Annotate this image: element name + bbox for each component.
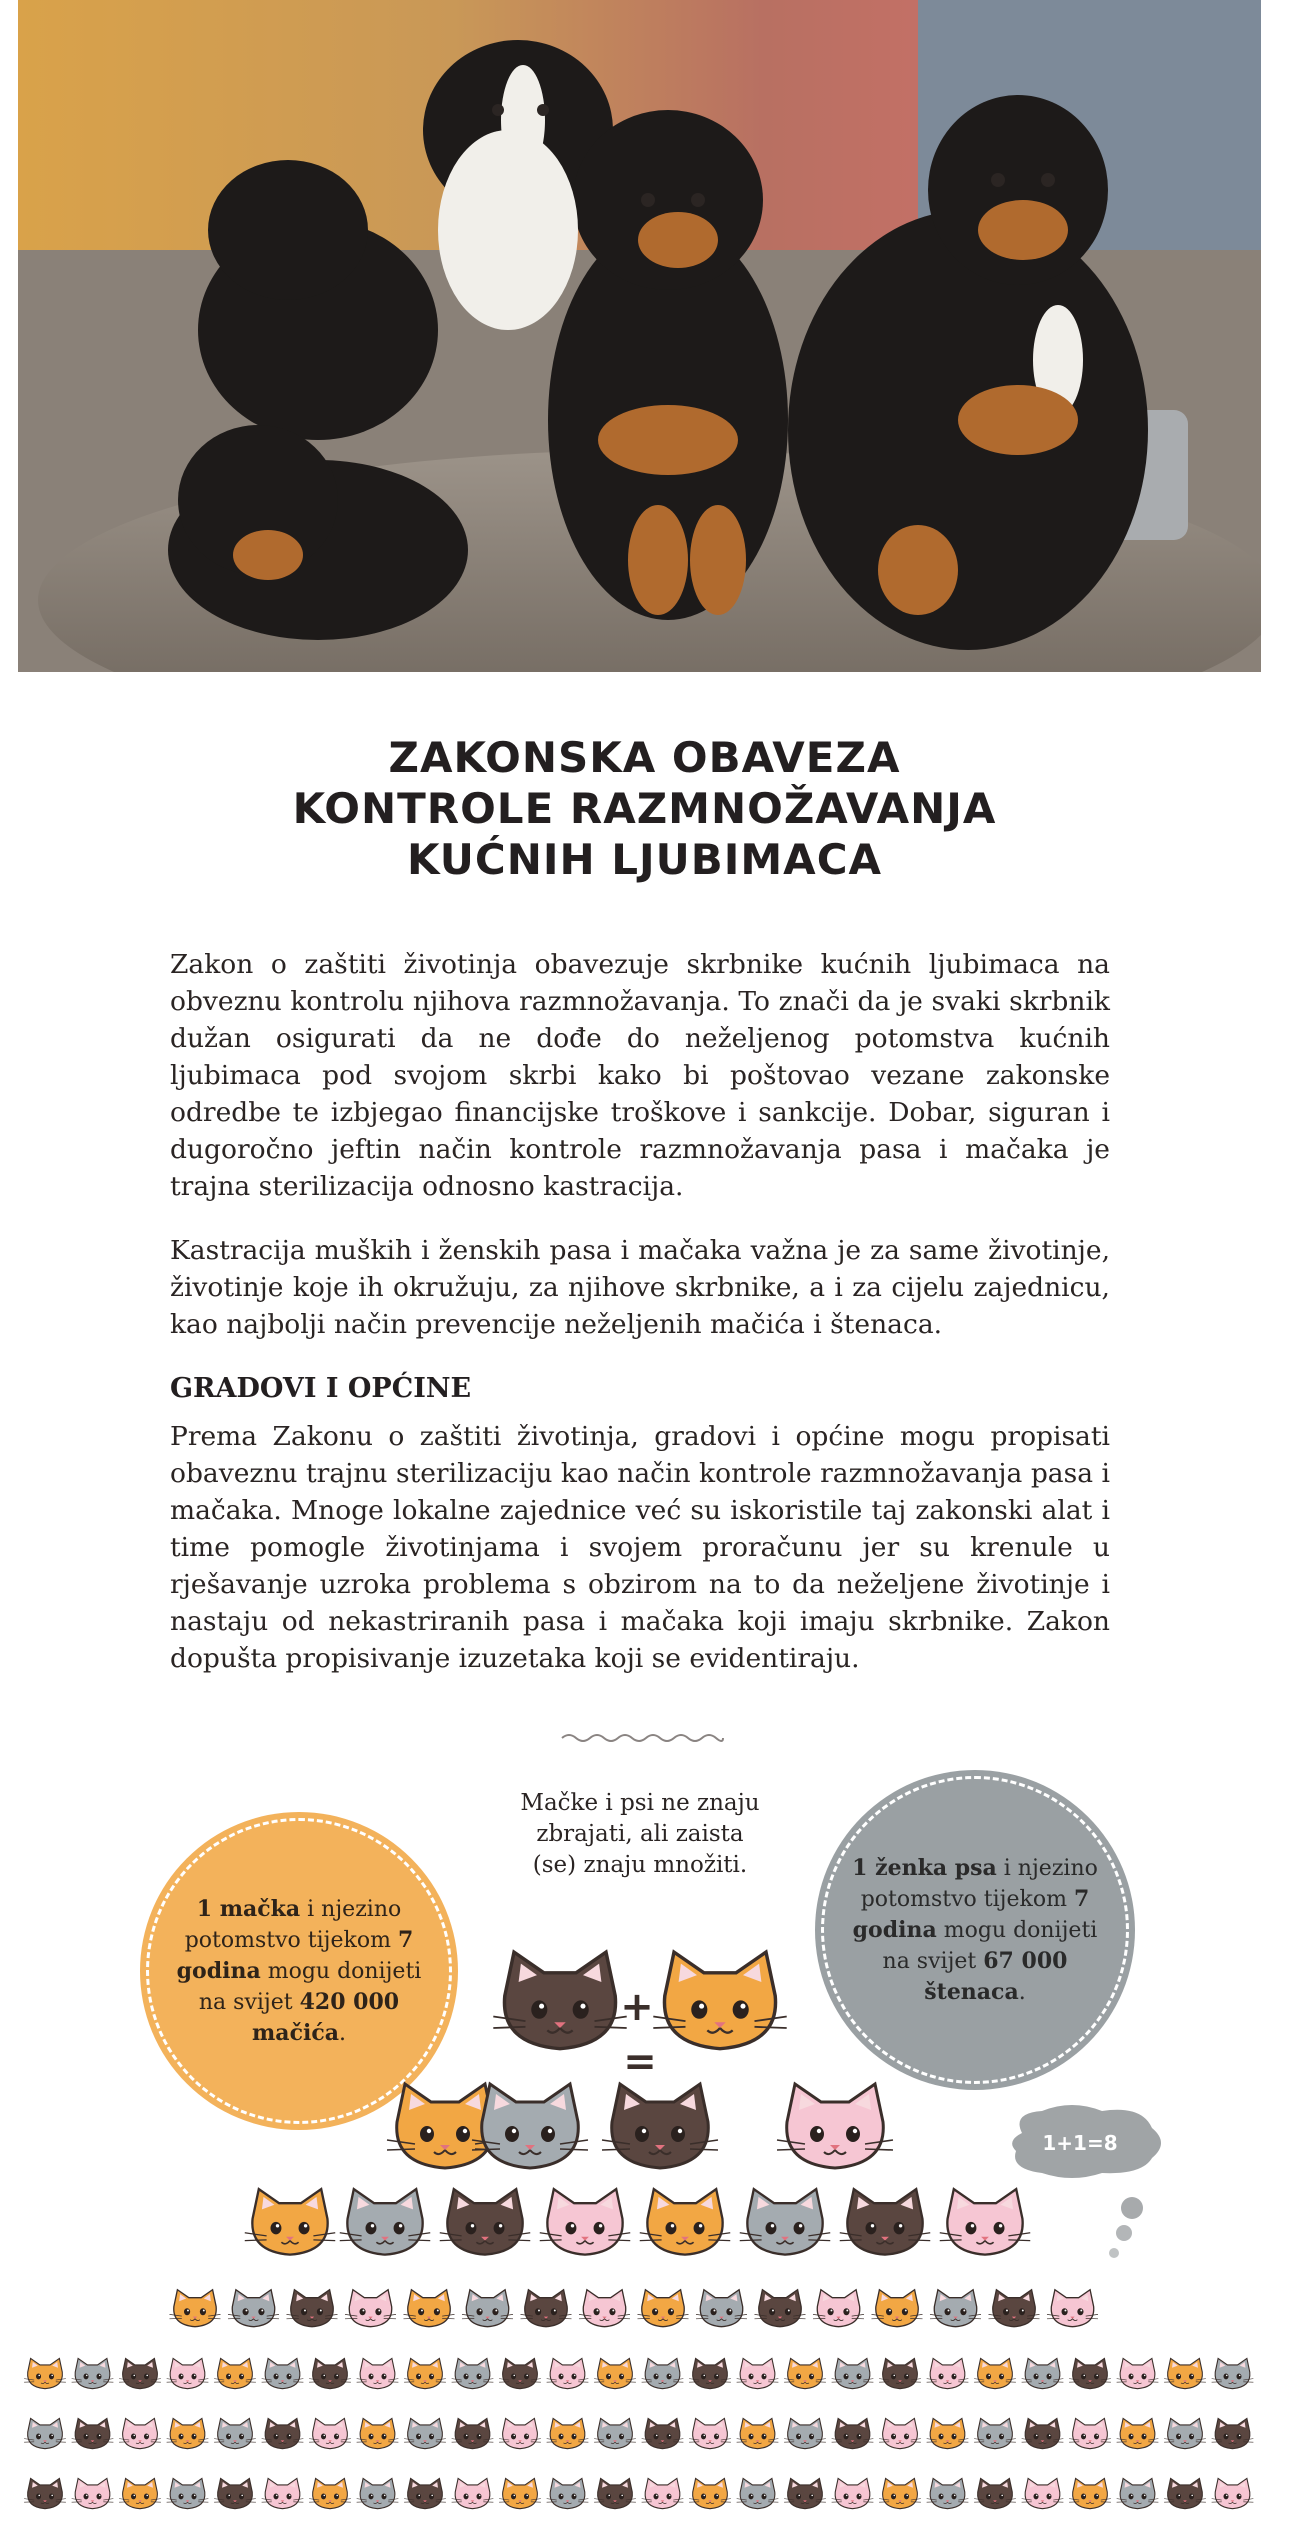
grey-cat-icon [1117,2478,1159,2508]
brown-cat-icon [1022,2418,1064,2448]
dog-text-1: i njezino potomstvo tijekom [860,1855,1098,1912]
brown-cat-icon [119,2358,161,2388]
orange-cat-icon [927,2418,969,2448]
orange-cat-icon [309,2478,351,2508]
orange-cat-icon [653,1952,786,2049]
pink-cat-icon [1212,2478,1254,2508]
grey-cat-icon [1022,2358,1064,2388]
orange-cat-icon [784,2358,826,2388]
pink-cat-icon [832,2478,874,2508]
pink-cat-icon [119,2418,161,2448]
pink-cat-icon [689,2418,731,2448]
orange-cat-icon [1069,2478,1111,2508]
grey-cat-icon [642,2358,684,2388]
brown-cat-icon [988,2290,1039,2327]
orange-cat-icon [974,2358,1016,2388]
orange-cat-icon [214,2358,256,2388]
cat-multiplication-graphic [0,1940,1289,2523]
brown-cat-icon [404,2478,446,2508]
plus-sign: + [620,1984,654,2030]
grey-cat-icon [1164,2418,1206,2448]
grey-cat-icon [927,2478,969,2508]
brown-cat-icon [493,1952,626,2049]
grey-cat-icon [462,2290,513,2327]
brown-cat-icon [840,2189,930,2255]
dog-text-2: mogu donijeti na svijet [882,1917,1098,1974]
pink-cat-icon [642,2478,684,2508]
orange-cat-icon [499,2478,541,2508]
orange-cat-icon [167,2418,209,2448]
pink-cat-icon [452,2478,494,2508]
grey-cat-icon [72,2358,114,2388]
pink-cat-icon [927,2358,969,2388]
pink-cat-icon [777,2084,893,2168]
grey-cat-icon [228,2290,279,2327]
orange-cat-icon [871,2290,922,2327]
orange-cat-icon [637,2290,688,2327]
grey-cat-icon [832,2358,874,2388]
pink-cat-icon [547,2358,589,2388]
pink-cat-icon [72,2478,114,2508]
grey-cat-icon [696,2290,747,2327]
municipalities-paragraph: Prema Zakonu o zaštiti životinja, gradovi i općine mogu propisati obaveznu trajnu sterilizaciju kao način kontrole razmnožavanja pasa i mačaka. Mnoge lokalne zajednice već su iskoristile taj zakonski alat i time pomogle životinjama i svojem proračunu jer su krenule u rješavanje uzroka problema s obzirom na to da neželjene životinje i nastaju od nekastriranih pasa i mačaka koji imaju skrbnike. Zakon dopušta propisivanje izuzetaka koji se evidentiraju. [170,1421,1110,1674]
brown-cat-icon [452,2418,494,2448]
pink-cat-icon [357,2358,399,2388]
pink-cat-icon [940,2189,1030,2255]
orange-cat-icon [404,2358,446,2388]
brown-cat-icon [832,2418,874,2448]
brown-cat-icon [689,2358,731,2388]
cat-offspring: 420 000 mačića [252,1988,400,2046]
grey-cat-icon [340,2189,430,2255]
page-title [0,732,1289,885]
grey-cat-icon [740,2189,830,2255]
puppies-photo [18,0,1261,672]
intro-paragraph: Zakon o zaštiti životinja obavezuje skrbnike kućnih ljubimaca na obveznu kontrolu njihova razmnožavanja. To znači da je svaki skrbnik dužan osigurati da ne dođe do neželjenog potomstva kućnih ljubimaca pod svojom skrbi kako bi poštovao vezane zakonske odredbe te izbjegao financijske troškove i sankcije. Dobar, siguran i dugoročno jeftin način kontrole razmnožavanja pasa i mačaka je trajna sterilizacija odnosno kastracija. [170,949,1110,1202]
cat-count: 1 mačka [196,1895,301,1922]
brown-cat-icon [642,2418,684,2448]
brown-cat-icon [520,2290,571,2327]
pink-cat-icon [499,2418,541,2448]
pink-cat-icon [1047,2290,1098,2327]
brown-cat-icon [24,2478,66,2508]
pink-cat-icon [1117,2358,1159,2388]
brown-cat-icon [309,2358,351,2388]
brown-cat-icon [214,2478,256,2508]
orange-cat-icon [879,2478,921,2508]
cat-text-2: mogu donijeti na svijet [198,1958,422,2015]
grey-cat-icon [784,2418,826,2448]
orange-cat-icon [737,2418,779,2448]
cat-years: 7 godina [176,1926,414,1984]
grey-cat-icon [974,2418,1016,2448]
wave-divider-icon [560,1730,725,1746]
pink-cat-icon [345,2290,396,2327]
orange-cat-icon [119,2478,161,2508]
title-line-2: KONTROLE RAZMNOŽAVANJA [292,784,997,833]
orange-cat-icon [169,2290,220,2327]
pink-cat-icon [309,2418,351,2448]
orange-cat-icon [245,2189,335,2255]
brown-cat-icon [594,2478,636,2508]
brown-cat-icon [1069,2358,1111,2388]
grey-cat-icon [472,2084,588,2168]
cat-text-1: i njezino potomstvo tijekom [184,1896,402,1953]
equals-sign: = [623,2039,657,2085]
orange-cat-icon [689,2478,731,2508]
orange-cat-icon [547,2418,589,2448]
brown-cat-icon [262,2418,304,2448]
brown-cat-icon [974,2478,1016,2508]
brown-cat-icon [784,2478,826,2508]
section-heading: GRADOVI I OPĆINE [170,1373,472,1404]
brown-cat-icon [879,2358,921,2388]
pink-cat-icon [879,2418,921,2448]
brown-cat-icon [602,2084,718,2168]
pink-cat-icon [1022,2478,1064,2508]
pink-cat-icon [262,2478,304,2508]
multiply-caption: Mačke i psi ne znaju zbrajati, ali zaista (se) znaju množiti. [520,1790,760,1878]
dog-count: 1 ženka psa [852,1854,997,1881]
castration-paragraph: Kastracija muških i ženskih pasa i mačaka važna je za same životinje, životinje koje ih okružuju, za njihove skrbnike, a i za cijelu zajednicu, kao najbolji način prevencije neželjenih mačića i štenaca. [170,1235,1110,1340]
brown-cat-icon [499,2358,541,2388]
grey-cat-icon [262,2358,304,2388]
brown-cat-icon [754,2290,805,2327]
brown-cat-icon [72,2418,114,2448]
orange-cat-icon [24,2358,66,2388]
pink-cat-icon [813,2290,864,2327]
cat-text-3: . [338,2020,346,2046]
grey-cat-icon [1212,2358,1254,2388]
grey-cat-icon [357,2478,399,2508]
orange-cat-icon [1164,2358,1206,2388]
brown-cat-icon [1212,2418,1254,2448]
pink-cat-icon [579,2290,630,2327]
dog-offspring: 67 000 štenaca [924,1947,1068,2005]
grey-cat-icon [24,2418,66,2448]
brown-cat-icon [440,2189,530,2255]
dog-years: 7 godina [852,1885,1090,1943]
title-line-3: KUĆNIH LJUBIMACA [406,835,883,884]
grey-cat-icon [547,2478,589,2508]
grey-cat-icon [737,2478,779,2508]
orange-cat-icon [1117,2418,1159,2448]
grey-cat-icon [167,2478,209,2508]
dog-text-3: . [1018,1979,1026,2005]
orange-cat-icon [640,2189,730,2255]
pink-cat-icon [540,2189,630,2255]
title-line-1: ZAKONSKA OBAVEZA [388,733,901,782]
pink-cat-icon [167,2358,209,2388]
pink-cat-icon [1069,2418,1111,2448]
brown-cat-icon [1164,2478,1206,2508]
grey-cat-icon [930,2290,981,2327]
grey-cat-icon [452,2358,494,2388]
grey-cat-icon [594,2418,636,2448]
thought-text: 1+1=8 [1042,2131,1118,2155]
grey-cat-icon [214,2418,256,2448]
brown-cat-icon [286,2290,337,2327]
orange-cat-icon [594,2358,636,2388]
orange-cat-icon [357,2418,399,2448]
orange-cat-icon [403,2290,454,2327]
grey-cat-icon [404,2418,446,2448]
pink-cat-icon [737,2358,779,2388]
